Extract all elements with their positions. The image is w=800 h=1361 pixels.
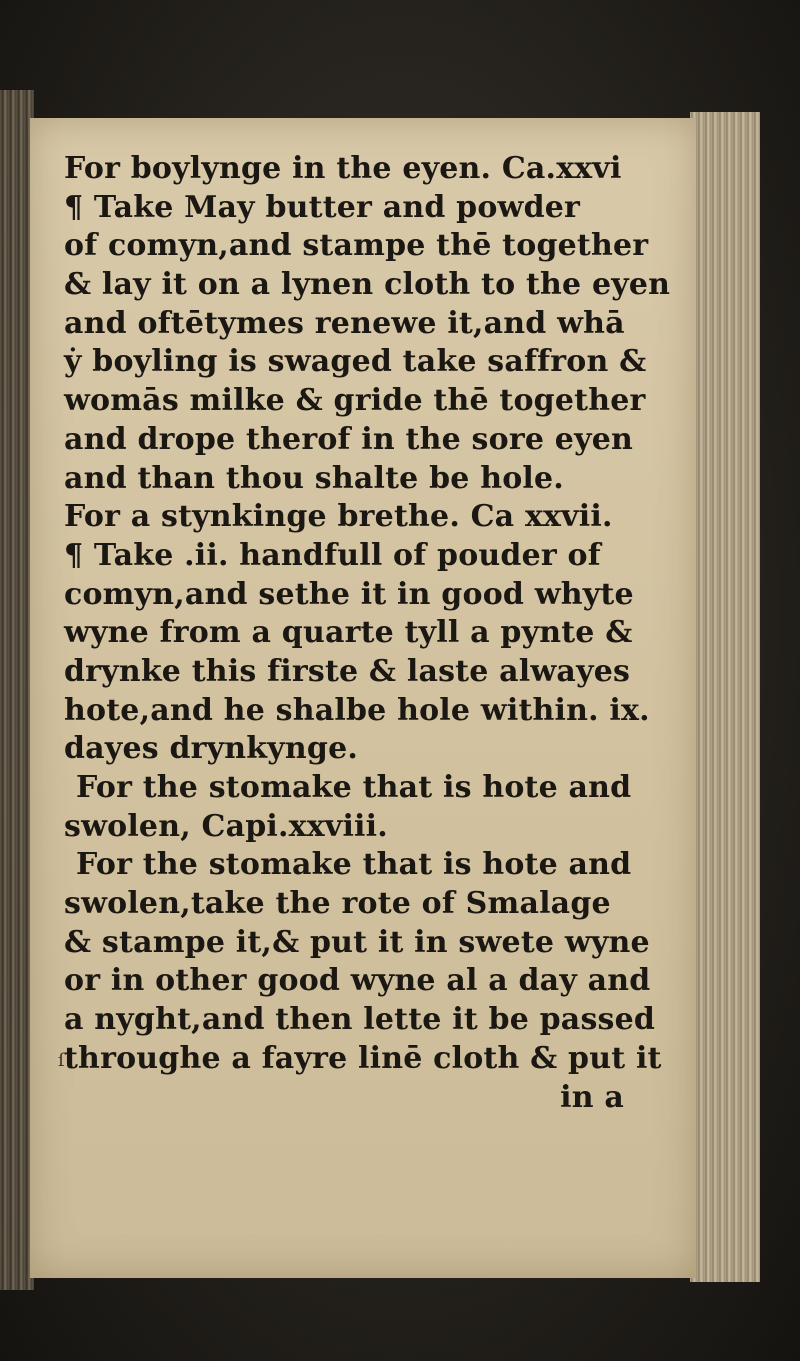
text-line: or in other good wyne al a day and <box>64 963 651 999</box>
text-line: and drope therof in the sore eyen <box>64 421 633 457</box>
text-line: comyn,and sethe it in good whyte <box>64 576 634 612</box>
text-line: and than thou shalte be hole. <box>64 460 564 496</box>
text-line: womās milke & gride thē together <box>64 383 646 419</box>
page-text <box>64 150 671 1117</box>
text-line: throughe a fayre linē cloth & put it <box>64 1040 662 1076</box>
heading-line: swolen, Capi.xxviii. <box>64 808 388 844</box>
heading-line: For a stynkinge brethe. Ca xxvii. <box>64 499 613 535</box>
text-line: dayes drynkynge. <box>64 731 359 767</box>
book-binding <box>0 90 34 1290</box>
text-line: & stampe it,& put it in swete wyne <box>64 924 650 960</box>
text-line: ẏ boyling is swaged take saffron & <box>64 344 647 380</box>
heading-line: For boylynge in the eyen. Ca.xxvi <box>64 151 622 186</box>
text-line: hote,and he shalbe hole within. ix. <box>64 692 650 728</box>
text-line: ¶ Take .ii. handfull of pouder of <box>64 537 601 573</box>
text-line: swolen,take the rote of Smalage <box>64 886 611 922</box>
text-line: & lay it on a lynen cloth to the eyen <box>64 267 671 303</box>
catchword: in a <box>560 1079 624 1115</box>
text-line: drynke this firste & laste alwayes <box>64 653 631 689</box>
text-line: ¶ Take May butter and powder <box>64 189 581 225</box>
text-line: a nyght,and then lette it be passed <box>64 1002 656 1038</box>
heading-line: For the stomake that is hote and <box>76 770 632 805</box>
page-edges <box>690 112 760 1282</box>
text-line: of comyn,and stampe thē together <box>64 228 649 264</box>
text-line: wyne from a quarte tyll a pynte & <box>64 615 633 651</box>
margin-mark: ſ <box>58 1050 65 1071</box>
text-line: For the stomake that is hote and <box>76 847 632 883</box>
text-line: and oftētymes renewe it,and whā <box>64 305 625 341</box>
